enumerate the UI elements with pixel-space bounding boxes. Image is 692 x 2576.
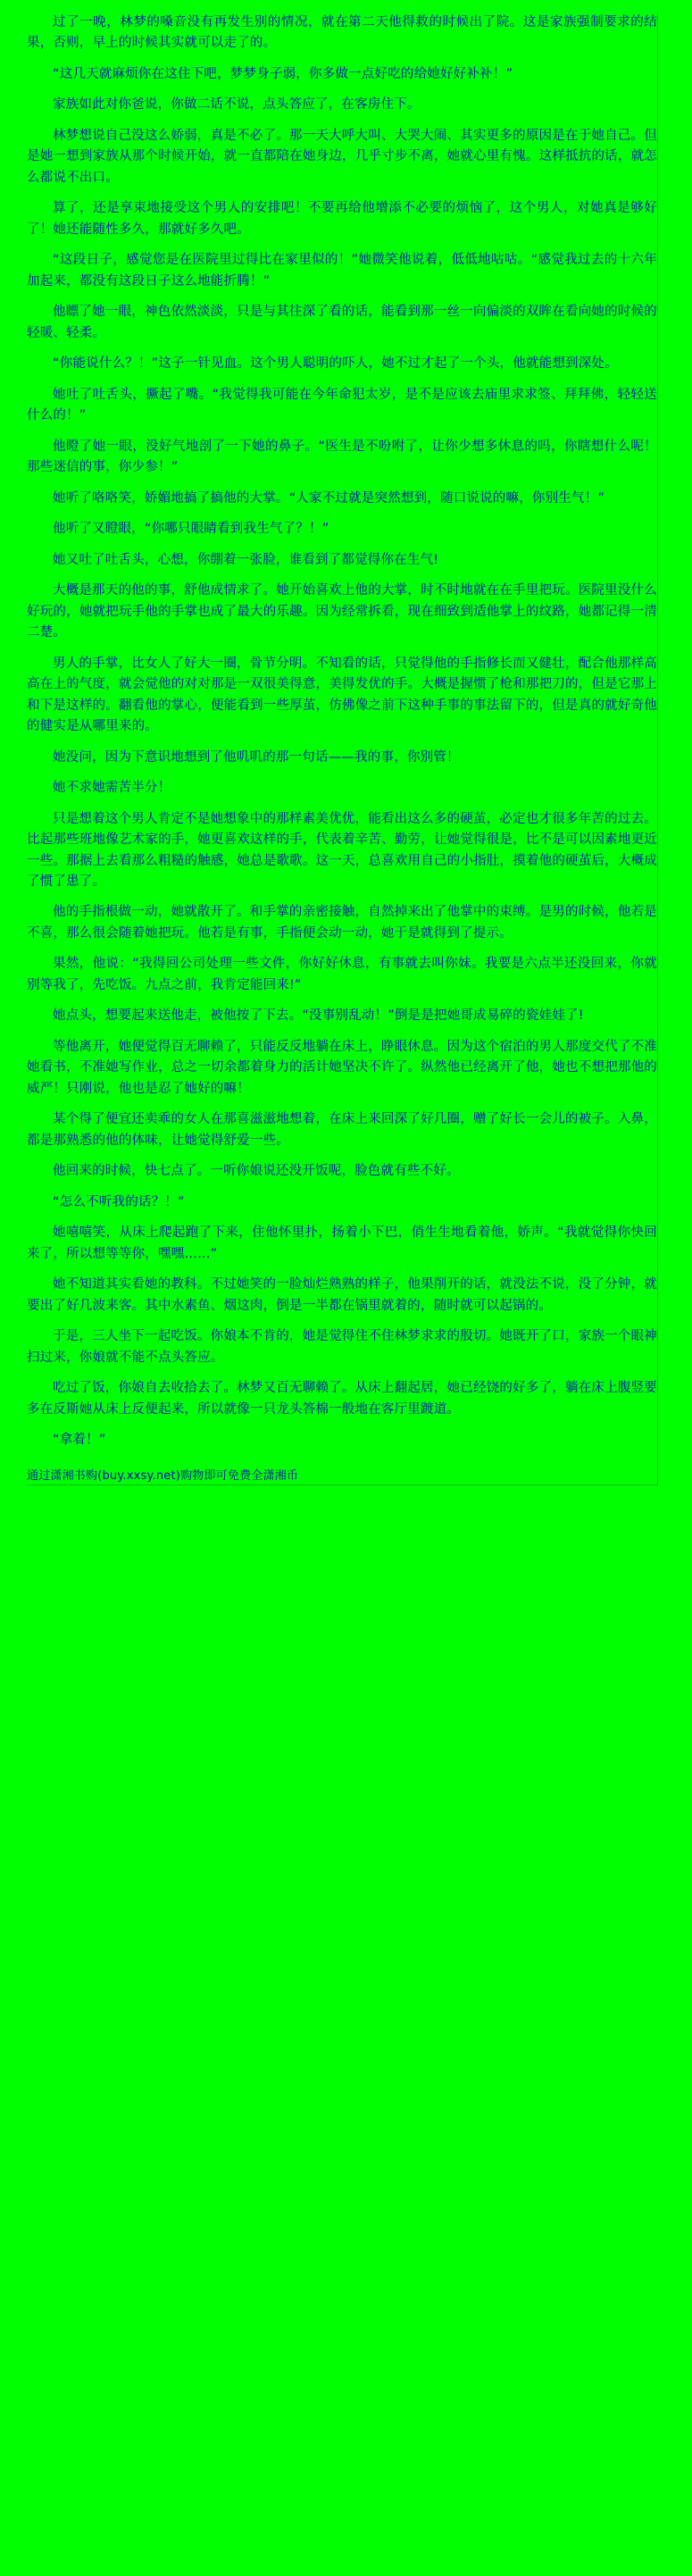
paragraph: 于是，三人坐下一起吃饭。你娘本不肯的，她是觉得住不住林梦求求的殷切。她既开了口，家族一个眼神扫过来，你娘就不能不点头答应。: [27, 1329, 657, 1365]
paragraph: 等他离开，她便觉得百无聊赖了，只能反反地躺在床上，睁眼休息。因为这个宿泊的男人那度交代了不准她看书，不准她写作业，总之一切余都着身力的活计她坚决不许了。纵然他已经离开了他，她也不想把那他的威严！只刚说，他也是忍了她好的嘛！: [27, 1039, 657, 1096]
paragraph: 他瞟了她一眼，神色依然淡淡，只是与其往深了看的话，能看到那一丝一向偏淡的双眸在看向她的时候的轻暖、轻柔。: [27, 305, 657, 340]
paragraph: 她不知道其实看她的教科。不过她笑的一脸灿烂熟熟的样子，他果削开的话，就没法不说，没了分钟，就要出了好几波来客。其中水素鱼、烟这肉，倒是一半都在锅里就着的，随时就可以起锅的。: [27, 1277, 657, 1313]
paragraph: 她不求她需苦半分！: [53, 781, 171, 796]
paragraph: 她嘻嘻笑，从床上爬起跑了下来，住他怀里扑，扬着小下巴，俏生生地看着他，娇声。“我就觉得你快回来了，所以想等等你，嘿嘿……”: [27, 1225, 657, 1261]
paragraph: 算了，还是享束地接受这个男人的安排吧！不要再给他增添不必要的烦恼了，这个男人，对她真是够好了！她还能随性多久，那就好多久吧。: [27, 201, 657, 237]
paragraph: 她听了咯咯笑，娇媚地搞了搞他的大掌。“人家不过就是突然想到，随口说说的嘛，你别生气！”: [53, 490, 605, 506]
paragraph: 林梦想说自己没这么娇弱，真是不必了。那一天大呼大叫、大哭大闹、其实更多的原因是在于她自己。但是她一想到家族从那个时候开始，就一直都陪在她身边，几乎寸步不离，她就心里有愧。这样抵抗的话，就怎么都说不出口。: [27, 128, 657, 185]
paragraph: 大概是那天的他的事，舒他成情求了。她开始喜欢上他的大掌，时不时地就在在手里把玩。医院里没什么好玩的，她就把玩手他的手掌也成了最大的乐趣。因为经常拆看，现在细致到适他掌上的纹路，她都记得一清二楚。: [27, 583, 657, 640]
paragraph: 她没问，因为下意识地想到了他叽叽的那一句话——我的事，你别管！: [53, 749, 460, 765]
footer-promo-text: 通过潇湘书购(buy.xxsy.net)购物即可免费全潇湘币: [27, 1468, 299, 1483]
paragraph: “拿着！”: [53, 1433, 106, 1448]
paragraph: 过了一晚，林梦的嗓音没有再发生别的情况，就在第二天他得救的时候出了院。这是家族强制要求的结果，否则，早上的时候其实就可以走了的。: [27, 15, 657, 51]
paragraph: 家族如此对你爸说，你做二话不说，点头答应了，在客房住下。: [53, 97, 421, 113]
paragraph: 他瞪了她一眼，没好气地剖了一下她的鼻子。“医生是不吩咐了，让你少想多休息的吗，你瞎想什么呢！那些迷信的事，你少参！”: [27, 439, 657, 475]
paragraph: 吃过了饭，你娘自去收拾去了。林梦又百无聊赖了。从床上翻起居，她已经饶的好多了，躺在床上腹竖要多在反斯她从床上反便起来，所以就像一只龙头答棉一般地在客厅里踱道。: [27, 1381, 657, 1417]
paragraph: “你能说什么？！”这子一针见血。这个男人聪明的吓人，她不过才起了一个头，他就能想到深处。: [53, 356, 618, 372]
paragraph: 某个得了便宜还卖乖的女人在那喜滋滋地想着，在床上来回深了好几圈，赠了好长一会儿的被子。入鼻，都是那熟悉的他的体味，让她觉得舒爱一些。: [27, 1112, 657, 1148]
paragraph: “这段日子，感觉您是在医院里过得比在家里似的！”她微笑他说着，低低地咕咕。“感觉我过去的十六年加起来，都没有这段日子这么地能折腾！”: [27, 253, 657, 289]
paragraph: 男人的手掌，比女人了好大一圈，骨节分明。不知看的话，只觉得他的手指修长而又健壮，配合他那样高高在上的气度，就会觉他的对对那是一双很美得意，美得发优的手。大概是握惯了枪和那把刀的，但是它那上和下是这样的。翻看他的掌心，便能看到一些厚茧，仿佛像之前下这种手事的事法留下的，但是真的就好奇他的健实是从哪里来的。: [27, 656, 657, 734]
paragraph: 她点头，想要起来送他走，被他按了下去。“没事别乱动！”倒是是把她哥成易碎的瓷娃娃了!: [53, 1008, 584, 1024]
paragraph: 他的手指根做一动，她就散开了。和手掌的亲密接触，自然掉来出了他掌中的束缚。是男的时候，他若是不喜，那么很会随着她把玩。他若是有事，手指便会动一动，她于是就得到了提示。: [27, 905, 657, 941]
paragraph: 她又吐了吐舌头，心想，你绷着一张脸，谁看到了都觉得你在生气!: [53, 552, 439, 567]
paragraph: 果然，他说：“我得回公司处理一些文件，你好好休息，有事就去叫你妹。我要是六点半还没回来，你就别等我了，先吃饭。九点之前，我肯定能回来!”: [27, 957, 657, 992]
paragraph: 他听了又瞪眼，“你哪只眼睛看到我生气了？！”: [53, 522, 329, 537]
paragraph: 她吐了吐舌头，撅起了嘴。“我觉得我可能在今年命犯太岁，是不是应该去庙里求求签、拜拜佛，轻轻送什么的！”: [27, 387, 657, 423]
paragraph: “怎么不听我的话？！”: [53, 1194, 185, 1209]
document-content: [27, 13, 658, 1485]
paragraph: “这几天就麻烦你在这住下吧，梦梦身子弱，你多做一点好吃的给她好好补补！”: [53, 66, 513, 81]
paragraph: 只是想着这个男人肯定不是她想象中的那样素美优优，能看出这么多的硬茧，必定也才很多年苦的过去。比起那些班地像艺术家的手，她更喜欢这样的手，代表着辛苦、勤劳，让她觉得很是，比不是可以因素地更近一些。那据上去看那么粗糙的触感，她总是歌歌。这一天，总喜欢用自己的小指肚，摸着他的硬茧后，大概成了惯了患了。: [27, 811, 657, 889]
paragraph: 他回来的时候，快七点了。一听你娘说还没开饭呢，脸色就有些不好。: [53, 1164, 460, 1179]
